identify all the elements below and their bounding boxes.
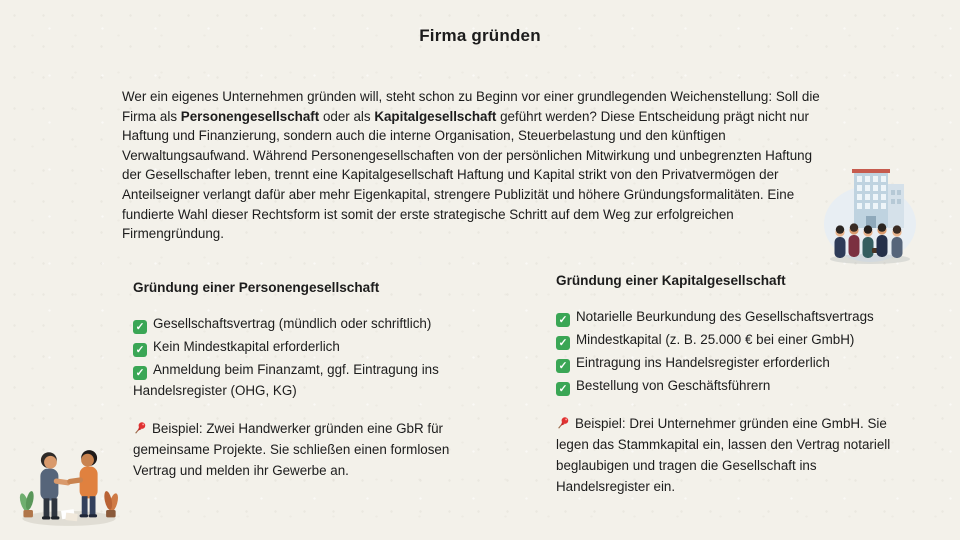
example-note — [133, 418, 469, 481]
checklist-item-label: Notarielle Beurkundung des Gesellschaftsvertrags — [576, 309, 874, 324]
checklist-item — [556, 375, 906, 396]
check-icon: ✓ — [133, 366, 147, 380]
example-note — [556, 413, 906, 497]
check-icon: ✓ — [556, 336, 570, 350]
intro-bold-personengesellschaft: Personengesellschaft — [180, 108, 320, 124]
checklist-item — [133, 336, 469, 357]
check-icon: ✓ — [556, 359, 570, 373]
checklist-item — [556, 306, 906, 327]
section-heading-personengesellschaft: Gründung einer Personengesellschaft — [133, 280, 380, 295]
checklist-item-label: Eintragung ins Handelsregister erforderlich — [576, 355, 830, 370]
intro-text-2: oder als — [319, 108, 375, 124]
check-icon: ✓ — [556, 313, 570, 327]
checklist-item-label: Mindestkapital (z. B. 25.000 € bei einer GmbH) — [576, 332, 855, 347]
check-icon: ✓ — [556, 382, 570, 396]
checklist-item — [556, 329, 906, 350]
pushpin-icon — [133, 421, 147, 435]
example-text: Beispiel: Zwei Handwerker gründen eine GbR für gemeinsame Projekte. Sie schließen einen formlosen Vertrag und melden ihr Gewerbe an. — [133, 421, 450, 478]
intro-paragraph — [122, 87, 826, 244]
check-icon: ✓ — [133, 320, 147, 334]
checklist-item — [133, 313, 469, 334]
intro-bold-kapitalgesellschaft: Kapitalgesellschaft — [374, 108, 497, 124]
checklist-item — [556, 352, 906, 373]
checklist-item-label: Gesellschaftsvertrag (mündlich oder schriftlich) — [153, 316, 432, 331]
intro-text-1: Wer ein eigenes Unternehmen gründen will, steht schon zu Beginn vor einer grundlegenden Weichenstellung: Soll die Firma als — [122, 89, 820, 124]
pushpin-icon — [556, 416, 570, 430]
checklist-item-label: Kein Mindestkapital erforderlich — [153, 339, 340, 354]
intro-text-3: geführt werden? Diese Entscheidung prägt nicht nur Haftung und Finanzierung, sondern auch die interne Organisation, Steuerbelastung und den künftigen Verwaltungsaufwand. Während Personengesellschaften von der persönlichen Mitwirkung und unbegrenzten Haftung der Gesellschafter leben, trennt eine Kapitalgesellschaft Haftung und Kapital strikt von den Privatvermögen der Anteilseigner verlangt dafür aber mehr Eigenkapital, strengere Publizität und höhere Gründungsformalitäten. Eine fundierte Wahl dieser Rechtsform ist somit der erste strategische Schritt auf dem Weg zur erfolgreichen Firmengründung. — [122, 108, 813, 242]
section-personengesellschaft — [133, 277, 469, 481]
business-team-illustration — [818, 166, 918, 266]
handshake-illustration — [14, 422, 124, 528]
checklist-item-label: Bestellung von Geschäftsführern — [576, 378, 771, 393]
check-icon: ✓ — [133, 343, 147, 357]
checklist-item-label: Anmeldung beim Finanzamt, ggf. Eintragung ins Handelsregister (OHG, KG) — [133, 362, 439, 398]
example-text: Beispiel: Drei Unternehmer gründen eine GmbH. Sie legen das Stammkapital ein, lassen den Vertrag notariell beglaubigen und tragen die Gesellschaft ins Handelsregister ein. — [556, 416, 891, 494]
checklist-item — [133, 359, 469, 401]
page-title: Firma gründen — [419, 26, 541, 45]
section-kapitalgesellschaft — [556, 270, 906, 497]
section-heading-kapitalgesellschaft: Gründung einer Kapitalgesellschaft — [556, 273, 786, 288]
